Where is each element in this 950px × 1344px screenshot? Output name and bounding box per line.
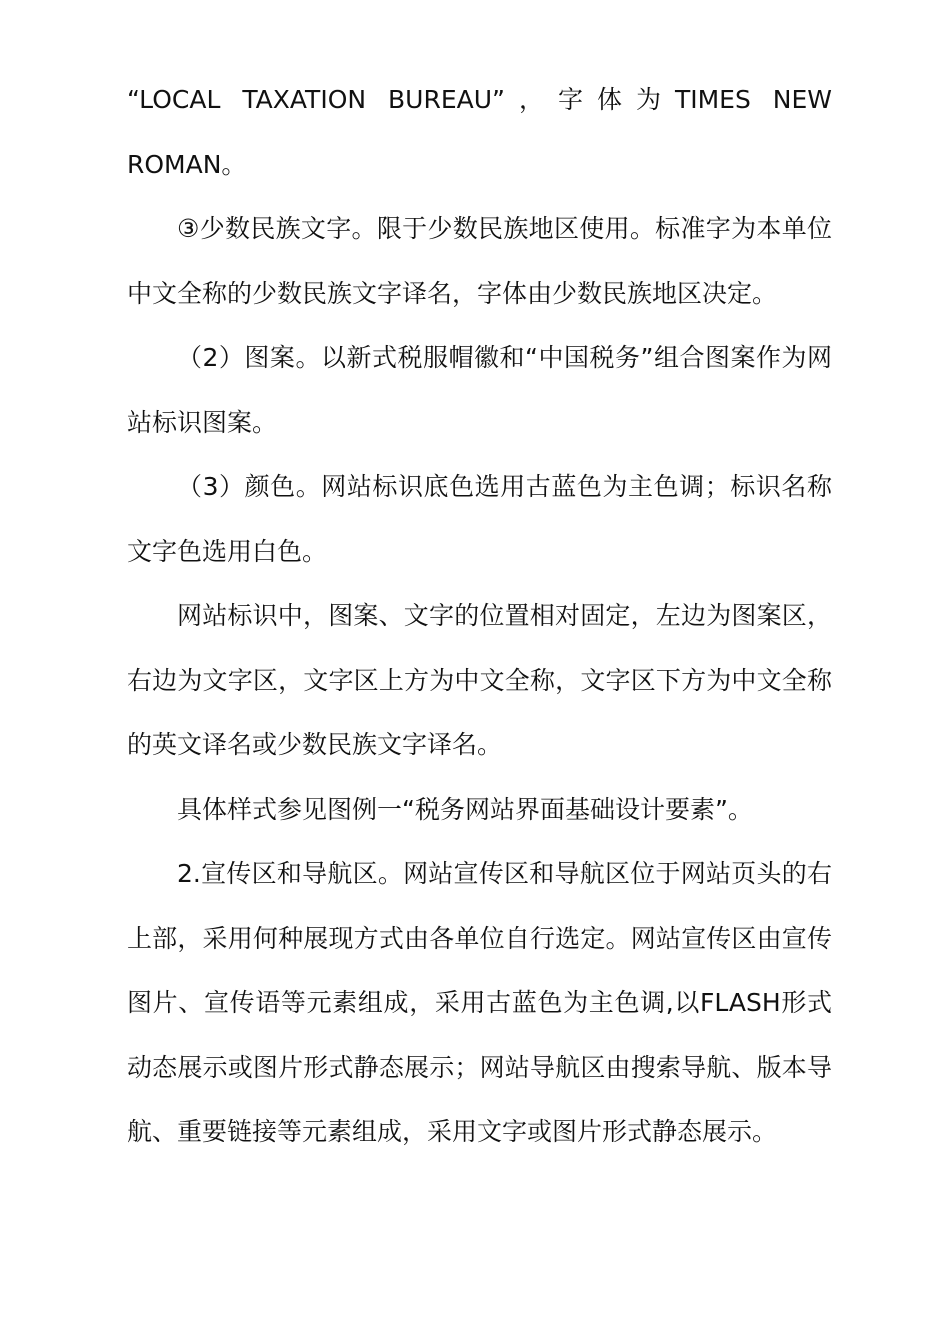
paragraph-logo-layout: 网站标识中，图案、文字的位置相对固定，左边为图案区，右边为文字区，文字区上方为中文全称，文字区下方为中文全称的英文译名或少数民族文字译名。	[127, 601, 832, 759]
document-body	[127, 68, 832, 1165]
paragraph-reference: 具体样式参见图例一“税务网站界面基础设计要素”。	[177, 794, 753, 824]
paragraph-color: （3）颜色。网站标识底色选用古蓝色为主色调；标识名称文字色选用白色。	[127, 472, 832, 566]
paragraph-english-name-font: “LOCAL TAXATION BUREAU”，字体为TIMES NEW ROMAN。	[127, 85, 832, 179]
paragraph-minority-script: ③少数民族文字。限于少数民族地区使用。标准字为本单位中文全称的少数民族文字译名，字体由少数民族地区决定。	[127, 214, 832, 308]
paragraph-pattern: （2）图案。以新式税服帽徽和“中国税务”组合图案作为网站标识图案。	[127, 343, 832, 437]
paragraph-promo-nav-area: 2.宣传区和导航区。网站宣传区和导航区位于网站页头的右上部，采用何种展现方式由各单位自行选定。网站宣传区由宣传图片、宣传语等元素组成，采用古蓝色为主色调,以FLASH形式动态展示或图片形式静态展示；网站导航区由搜索导航、版本导航、重要链接等元素组成，采用文字或图片形式静态展示。	[127, 859, 832, 1146]
